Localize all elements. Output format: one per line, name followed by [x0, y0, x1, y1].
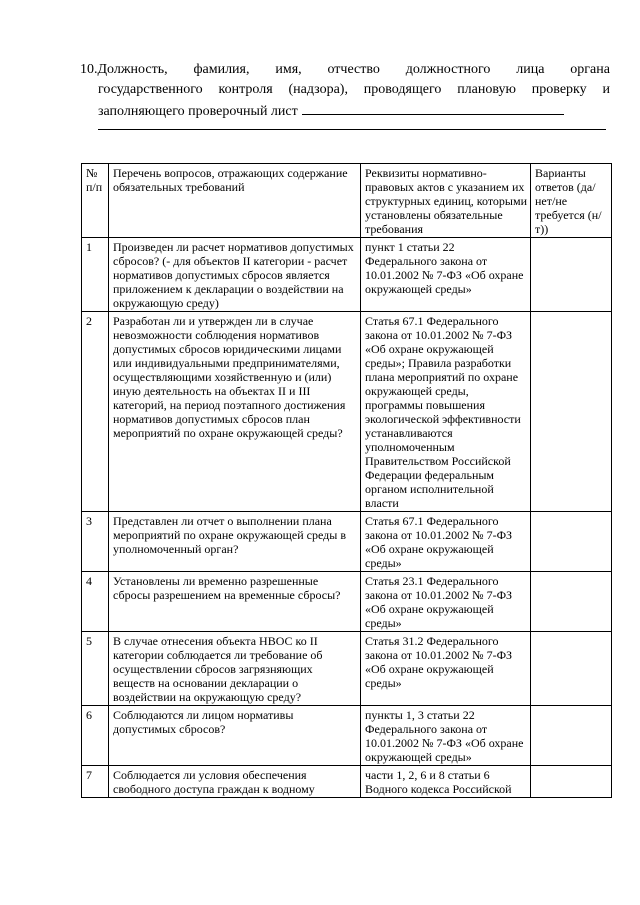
intro-word: и	[602, 82, 610, 97]
row-answer-cell[interactable]	[531, 632, 612, 706]
intro-word: (надзора),	[288, 82, 348, 97]
row-num: 2	[82, 312, 109, 512]
row-answer-cell[interactable]	[531, 512, 612, 572]
row-num: 1	[82, 238, 109, 312]
table-row	[82, 632, 612, 706]
intro-line-2	[98, 80, 610, 100]
intro-word: отчество	[327, 62, 380, 77]
intro-word: лица	[516, 62, 545, 77]
table-row	[82, 312, 612, 512]
row-question: Произведен ли расчет нормативов допустимых сбросов? (- для объектов II категории - расчет нормативов допустимых сбросов является приложением к декларации о воздействии на окружающую среду)	[109, 238, 361, 312]
table-row	[82, 572, 612, 632]
row-question: Соблюдаются ли лицом нормативы допустимых сбросов?	[109, 706, 361, 766]
row-answer-cell[interactable]	[531, 312, 612, 512]
intro-word: контроля	[218, 82, 273, 97]
row-requisites: Статья 67.1 Федерального закона от 10.01.2002 № 7-ФЗ «Об охране окружающей среды»	[361, 512, 531, 572]
row-requisites: Статья 23.1 Федерального закона от 10.01.2002 № 7-ФЗ «Об охране окружающей среды»	[361, 572, 531, 632]
row-answer-cell[interactable]	[531, 238, 612, 312]
row-requisites: Статья 67.1 Федерального закона от 10.01.2002 № 7-ФЗ «Об охране окружающей среды»; Правила разработки плана мероприятий по охране окружающей среды, программы повышения экологической эффективности устанавливаются уполномоченным Правительством Российской Федерации федеральным органом исполнительной власти	[361, 312, 531, 512]
table-row	[82, 766, 612, 798]
intro-paragraph	[80, 60, 610, 122]
intro-line-3	[98, 100, 610, 122]
row-num: 6	[82, 706, 109, 766]
row-question: В случае отнесения объекта НВОС ко II категории соблюдается ли требование об осуществлении сбросов загрязняющих веществ на основании декларации о воздействии на окружающую среду?	[109, 632, 361, 706]
row-question: Представлен ли отчет о выполнении плана мероприятий по охране окружающей среды в уполномоченный орган?	[109, 512, 361, 572]
table-header-row	[82, 164, 612, 238]
row-requisites: Статья 31.2 Федерального закона от 10.01.2002 № 7-ФЗ «Об охране окружающей среды»	[361, 632, 531, 706]
intro-line-1	[80, 60, 610, 80]
intro-word: фамилия,	[193, 62, 250, 77]
intro-line-3-text: заполняющего проверочный лист	[98, 104, 298, 119]
row-answer-cell[interactable]	[531, 706, 612, 766]
row-num: 5	[82, 632, 109, 706]
table-row	[82, 706, 612, 766]
intro-word: проверку	[531, 82, 587, 97]
intro-word: плановую	[457, 82, 516, 97]
row-question: Соблюдается ли условия обеспечения свободного доступа граждан к водному	[109, 766, 361, 798]
row-requisites: части 1, 2, 6 и 8 статьи 6 Водного кодекса Российской	[361, 766, 531, 798]
row-question: Разработан ли и утвержден ли в случае невозможности соблюдения нормативов допустимых сбросов юридическими лицами или индивидуальными предпринимателями, осуществляющими хозяйственную и (или) иную деятельность на объектах II и III категорий, на период поэтапного достижения нормативов допустимых сбросов план мероприятий по охране окружающей среды?	[109, 312, 361, 512]
table-row	[82, 238, 612, 312]
row-num: 3	[82, 512, 109, 572]
row-question: Установлены ли временно разрешенные сбросы разрешением на временные сбросы?	[109, 572, 361, 632]
intro-word: государственного	[98, 82, 203, 97]
header-requisites: Реквизиты нормативно-правовых актов с указанием их структурных единиц, которыми установлены обязательные требования	[361, 164, 531, 238]
header-answers: Варианты ответов (да/нет/не требуется (н/т))	[531, 164, 612, 238]
row-num: 4	[82, 572, 109, 632]
official-name-blank-line-2[interactable]	[98, 129, 606, 130]
header-question: Перечень вопросов, отражающих содержание обязательных требований	[109, 164, 361, 238]
intro-word: имя,	[275, 62, 302, 77]
row-requisites: пункты 1, 3 статьи 22 Федерального закона от 10.01.2002 № 7-ФЗ «Об охране окружающей среды»	[361, 706, 531, 766]
official-name-blank[interactable]	[302, 100, 564, 115]
intro-word: проводящего	[363, 82, 442, 97]
row-answer-cell[interactable]	[531, 766, 612, 798]
table-row	[82, 512, 612, 572]
header-num: № п/п	[82, 164, 109, 238]
intro-first-word: 10.Должность,	[80, 62, 168, 77]
intro-continuation	[80, 80, 610, 122]
intro-word: должностного	[405, 62, 491, 77]
row-num: 7	[82, 766, 109, 798]
row-answer-cell[interactable]	[531, 572, 612, 632]
checklist-table	[81, 163, 612, 798]
row-requisites: пункт 1 статьи 22 Федерального закона от 10.01.2002 № 7-ФЗ «Об охране окружающей среды»	[361, 238, 531, 312]
intro-word: органа	[570, 62, 610, 77]
